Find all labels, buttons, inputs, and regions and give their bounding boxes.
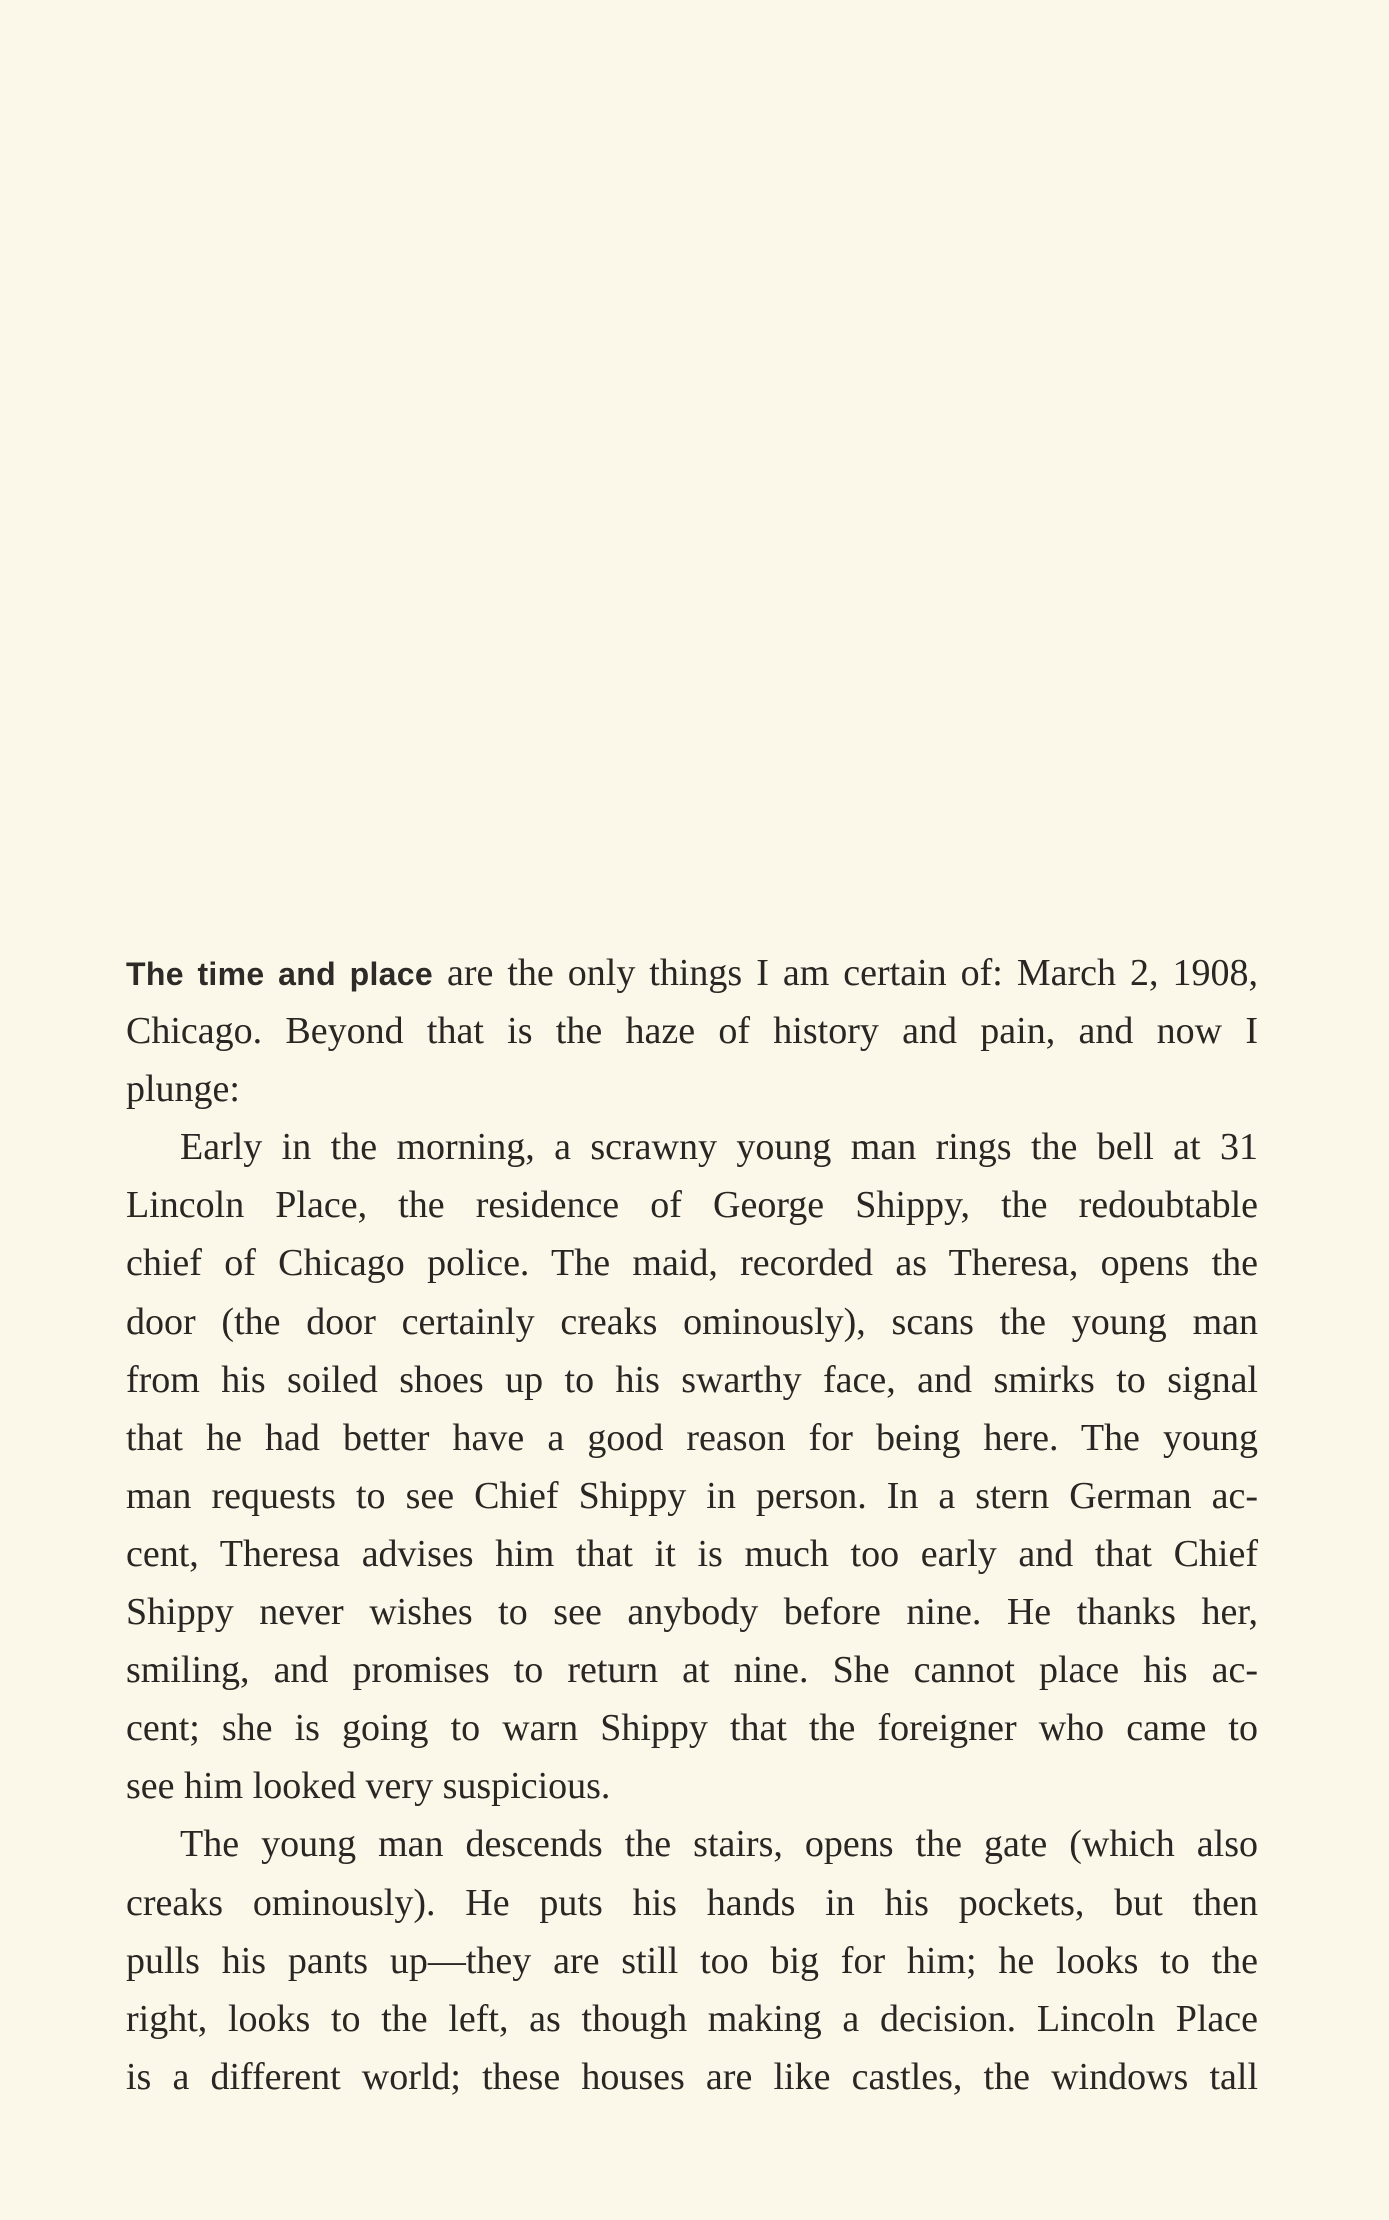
text-line: Lincoln Place, the residence of George Shippy, the redoubtable [126, 1184, 1258, 1227]
text-line: from his soiled shoes up to his swarthy face, and smirks to signal [126, 1358, 1258, 1401]
lead-in-text: The time and place [126, 956, 433, 992]
paragraph-1 [126, 944, 1258, 1118]
text-line: Early in the morning, a scrawny young man rings the bell at 31 [180, 1126, 1258, 1169]
text-line: Shippy never wishes to see anybody before nine. He thanks her, [126, 1591, 1258, 1634]
text-line: The young man descends the stairs, opens the gate (which also [180, 1823, 1258, 1866]
text-line: right, looks to the left, as though making a decision. Lincoln Place [126, 1997, 1258, 2040]
text-line [126, 944, 1258, 1002]
text-line: cent, Theresa advises him that it is much too early and that Chief [126, 1532, 1258, 1575]
text-line: cent; she is going to warn Shippy that the foreigner who came to [126, 1707, 1258, 1750]
text-line: pulls his pants up—they are still too big for him; he looks to the [126, 1939, 1258, 1982]
text-line: creaks ominously). He puts his hands in his pockets, but then [126, 1881, 1258, 1924]
body-text [126, 944, 1258, 2106]
paragraph-2 [126, 1118, 1258, 1815]
text-line: smiling, and promises to return at nine. She cannot place his ac- [126, 1649, 1258, 1692]
text-line: plunge: [126, 1068, 240, 1111]
text-line-content: are the only things I am certain of: March 2, 1908, [432, 952, 1258, 994]
paragraph-3 [126, 1815, 1258, 2105]
text-line: chief of Chicago police. The maid, recorded as Theresa, opens the [126, 1242, 1258, 1285]
text-line: Chicago. Beyond that is the haze of history and pain, and now I [126, 1010, 1258, 1053]
text-line: that he had better have a good reason for being here. The young [126, 1416, 1258, 1459]
text-line: see him looked very suspicious. [126, 1765, 611, 1808]
text-line: is a different world; these houses are like castles, the windows tall [126, 2055, 1258, 2098]
text-line: man requests to see Chief Shippy in person. In a stern German ac- [126, 1474, 1258, 1517]
text-line: door (the door certainly creaks ominously), scans the young man [126, 1300, 1258, 1343]
